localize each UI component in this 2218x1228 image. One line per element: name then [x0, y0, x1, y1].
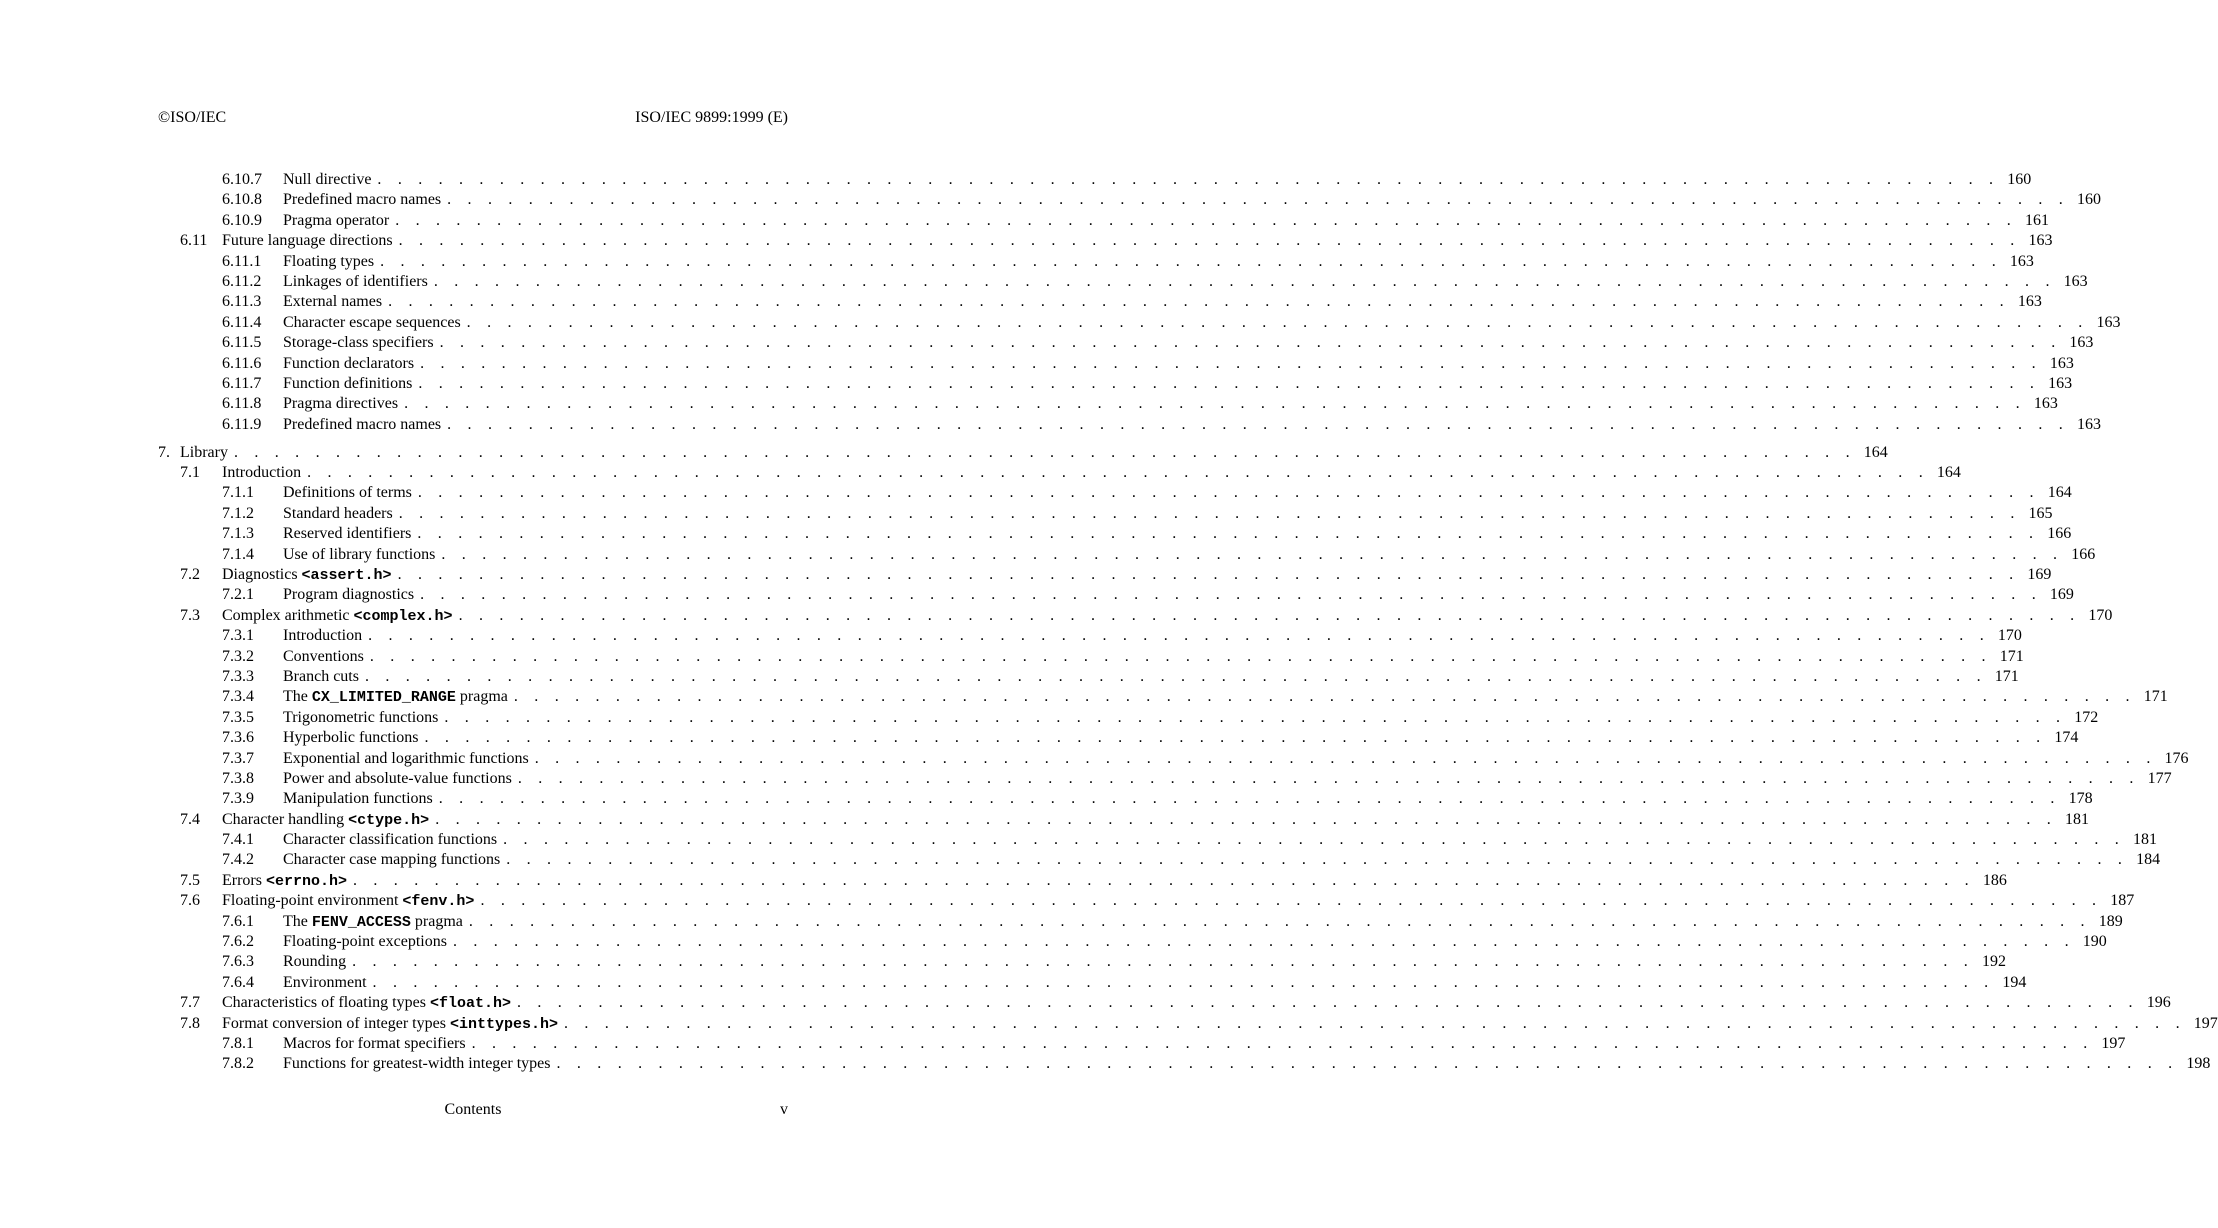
toc-entry-page: 174 — [2054, 729, 2079, 747]
toc-entry-page: 169 — [2049, 586, 2074, 604]
footer-section-name: Contents — [444, 1101, 502, 1118]
toc-entry[interactable] — [158, 333, 2094, 353]
dot-leader: . . . . . . . . . . . . . . . . . . . . . . . . . . . . . . . . . . . . . . . . . . . . . . . . . . . . . . . . . . . . . . . . . . . . . . . . . . . . . . . . — [398, 232, 2021, 250]
dot-leader: . . . . . . . . . . . . . . . . . . . . . . . . . . . . . . . . . . . . . . . . . . . . . . . . . . . . . . . . . . . . . . . . . . . . . . . . . . . . . . . . — [471, 1035, 2094, 1052]
header-copyright: ©ISO/IEC — [158, 109, 227, 126]
toc-entry-number: 6.10.7 — [222, 171, 262, 188]
toc-entry-page: 171 — [1994, 667, 2019, 685]
toc-entry-code: <assert.h> — [301, 567, 392, 585]
toc-entry-title-text: Format conversion of integer types — [222, 1014, 450, 1032]
dot-leader: . . . . . . . . . . . . . . . . . . . . . . . . . . . . . . . . . . . . . . . . . . . . . . . . . . . . . . . . . . . . . . . . . . . . . . . . . . . . . . . . — [420, 586, 2042, 604]
toc-entry-title — [283, 504, 399, 524]
toc-entry-title — [283, 626, 368, 646]
toc-entry-number: 7.3.4 — [222, 688, 254, 706]
toc-entry-number: 7.5 — [180, 871, 200, 889]
toc-entry-number: 7.3.2 — [222, 647, 254, 665]
toc-entry-title-text: The — [283, 912, 312, 930]
toc-entry-title — [222, 231, 399, 251]
dot-leader: . . . . . . . . . . . . . . . . . . . . . . . . . . . . . . . . . . . . . . . . . . . . . . . . . . . . . . . . . . . . . . . . . . . . . . . . . . . . . . . . — [372, 973, 1995, 991]
toc-entry-page: 170 — [2088, 606, 2113, 624]
toc-entry-title — [283, 252, 380, 272]
toc-entry[interactable] — [158, 565, 2052, 585]
dot-leader: . . . . . . . . . . . . . . . . . . . . . . . . . . . . . . . . . . . . . . . . . . . . . . . . . . . . . . . . . . . . . . . . . . . . . . . . . . . . . . . . — [388, 293, 2010, 311]
toc-entry-title-text: Functions for greatest-width integer types — [283, 1055, 551, 1073]
toc-entry-page: 163 — [2033, 395, 2058, 413]
toc-entry-title-text: External names — [283, 293, 383, 311]
toc-entry[interactable] — [158, 647, 2024, 667]
toc-entry[interactable] — [158, 354, 2074, 374]
toc-entry-number: 7.7 — [180, 994, 200, 1012]
toc-entry-title-text: Floating types — [283, 252, 375, 270]
toc-entry-number: 6.11.4 — [222, 313, 262, 331]
toc-entry[interactable] — [158, 394, 2058, 414]
toc-entry-number: 6.11.8 — [222, 395, 262, 413]
toc-entry-number: 7.1.1 — [222, 484, 254, 502]
toc-entry-number: 6.11.1 — [222, 252, 262, 270]
toc-entry-number: 6.10.8 — [222, 191, 262, 209]
toc-entry-number: 7.2.1 — [222, 586, 254, 604]
toc-entry-title — [283, 1034, 472, 1054]
toc-entry-title — [283, 749, 535, 769]
toc-entry[interactable] — [158, 483, 2072, 503]
toc-entry-title — [283, 354, 420, 374]
dot-leader: . . . . . . . . . . . . . . . . . . . . . . . . . . . . . . . . . . . . . . . . . . . . . . . . . . . . . . . . . . . . . . . . . . . . . . . . . . . . . . . . — [352, 953, 1974, 971]
dot-leader: . . . . . . . . . . . . . . . . . . . . . . . . . . . . . . . . . . . . . . . . . . . . . . . . . . . . . . . . . . . . . . . . . . . . . . . . . . . . . . . . — [397, 566, 2020, 584]
toc-entry-number: 7.3.9 — [222, 790, 254, 808]
toc-entry-number: 7.4 — [180, 810, 200, 828]
toc-entry-code: <inttypes.h> — [449, 1015, 558, 1033]
toc-entry-page: 197 — [2101, 1035, 2126, 1052]
toc-entry-number: 7.3 — [180, 606, 200, 624]
toc-entry-title-text: Complex arithmetic — [222, 606, 354, 624]
toc-entry-page: 163 — [2017, 293, 2042, 311]
page-footer — [158, 1101, 788, 1121]
toc-entry[interactable] — [158, 443, 1888, 463]
dot-leader: . . . . . . . . . . . . . . . . . . . . . . . . . . . . . . . . . . . . . . . . . . . . . . . . . . . . . . . . . . . . . . . . . . . . . . . . . . . . . . . . — [468, 912, 2091, 930]
toc-entry-title-text: Linkages of identifiers — [283, 272, 428, 290]
toc-entry-page: 160 — [2007, 171, 2032, 188]
toc-entry-page: 163 — [2048, 374, 2073, 392]
toc-entry-title-text: Pragma operator — [283, 211, 390, 229]
toc-entry-number: 6.11.7 — [222, 374, 262, 392]
dot-leader: . . . . . . . . . . . . . . . . . . . . . . . . . . . . . . . . . . . . . . . . . . . . . . . . . . . . . . . . . . . . . . . . . . . . . . . . . . . . . . . . — [369, 647, 1992, 665]
toc-entry-title-text: Introduction — [222, 464, 302, 482]
toc-entry-title-text: Introduction — [283, 627, 363, 645]
toc-entry-title — [283, 973, 373, 993]
toc-entry-number: 6.11.2 — [222, 272, 262, 290]
dot-leader: . . . . . . . . . . . . . . . . . . . . . . . . . . . . . . . . . . . . . . . . . . . . . . . . . . . . . . . . . . . . . . . . . . . . . . . . . . . . . . . . — [516, 994, 2139, 1012]
toc-entry-title-text: Standard headers — [283, 504, 393, 522]
toc-entry-page: 163 — [2063, 272, 2088, 290]
toc-entry-title-text: Reserved identifiers — [283, 525, 412, 543]
toc-entry-title — [283, 374, 418, 394]
toc-entry-title-text: Pragma directives — [283, 395, 399, 413]
toc-entry-title-text: Characteristics of floating types — [222, 994, 430, 1012]
toc-entry[interactable] — [158, 708, 2099, 728]
toc-entry-title-text: Use of library functions — [283, 545, 436, 563]
dot-leader: . . . . . . . . . . . . . . . . . . . . . . . . . . . . . . . . . . . . . . . . . . . . . . . . . . . . . . . . . . . . . . . . . . . . . . . . . . . . . . . . — [517, 769, 2140, 787]
toc-entry-title — [283, 708, 444, 728]
toc-entry-title-text: Rounding — [283, 953, 347, 971]
toc-entry-page: 165 — [2028, 504, 2053, 522]
toc-entry[interactable] — [158, 912, 2123, 932]
toc-entry-title-text: Predefined macro names — [283, 415, 442, 433]
dot-leader: . . . . . . . . . . . . . . . . . . . . . . . . . . . . . . . . . . . . . . . . . . . . . . . . . . . . . . . . . . . . . . . . . . . . . . . . . . . . . . . . — [556, 1055, 2179, 1073]
toc-entry-title — [283, 211, 395, 231]
toc-entry-page: 171 — [1999, 647, 2024, 665]
toc-entry-title — [283, 272, 434, 292]
dot-leader: . . . . . . . . . . . . . . . . . . . . . . . . . . . . . . . . . . . . . . . . . . . . . . . . . . . . . . . . . . . . . . . . . . . . . . . . . . . . . . . . — [506, 851, 2129, 869]
dot-leader: . . . . . . . . . . . . . . . . . . . . . . . . . . . . . . . . . . . . . . . . . . . . . . . . . . . . . . . . . . . . . . . . . . . . . . . . . . . . . . . . — [441, 545, 2064, 563]
toc-entry-title — [283, 647, 370, 667]
toc-entry-page: 170 — [1997, 627, 2022, 645]
toc-entry-code: FENV_ACCESS — [311, 913, 411, 931]
toc-entry[interactable] — [158, 850, 2161, 870]
toc-entry[interactable] — [158, 830, 2157, 850]
dot-leader: . . . . . . . . . . . . . . . . . . . . . . . . . . . . . . . . . . . . . . . . . . . . . . . . . . . . . . . . . . . . . . . . . . . . . . . . . . . . . . . . — [466, 313, 2089, 331]
dot-leader: . . . . . . . . . . . . . . . . . . . . . . . . . . . . . . . . . . . . . . . . . . . . . . . . . . . . . . . . . . . . . . . . . . . . . . . . . . . . . . . . — [353, 871, 1975, 889]
toc-entry-page: 186 — [1982, 871, 2007, 889]
toc-entry[interactable] — [158, 1034, 2126, 1054]
toc-entry-page: 198 — [2186, 1055, 2211, 1073]
toc-entry-page: 169 — [2027, 566, 2052, 584]
toc-entry-page: 190 — [2082, 933, 2107, 951]
dot-leader: . . . . . . . . . . . . . . . . . . . . . . . . . . . . . . . . . . . . . . . . . . . . . . . . . . . . . . . . . . . . . . . . . . . . . . . . . . . . . . . . — [395, 211, 2017, 229]
dot-leader: . . . . . . . . . . . . . . . . . . . . . . . . . . . . . . . . . . . . . . . . . . . . . . . . . . . . . . . . . . . . . . . . . . . . . . . . . . . . . . . . — [433, 272, 2056, 290]
header-standard-id: ISO/IEC 9899:1999 (E) — [635, 109, 788, 126]
dot-leader: . . . . . . . . . . . . . . . . . . . . . . . . . . . . . . . . . . . . . . . . . . . . . . . . . . . . . . . . . . . . . . . . . . . . . . . . . . . . . . . . — [480, 892, 2103, 910]
toc-entry-title-text: Manipulation functions — [283, 790, 433, 808]
toc-entry-title — [283, 545, 441, 565]
toc-entry-title — [222, 810, 435, 831]
toc-entry-title — [222, 1014, 564, 1035]
toc-entry-number: 7.6.2 — [222, 933, 254, 951]
toc-entry[interactable] — [158, 891, 2135, 911]
dot-leader: . . . . . . . . . . . . . . . . . . . . . . . . . . . . . . . . . . . . . . . . . . . . . . . . . . . . . . . . . . . . . . . . . . . . . . . . . . . . . . . . — [503, 831, 2125, 849]
dot-leader: . . . . . . . . . . . . . . . . . . . . . . . . . . . . . . . . . . . . . . . . . . . . . . . . . . . . . . . . . . . . . . . . . . . . . . . . . . . . . . . . — [438, 790, 2061, 808]
toc-entry[interactable] — [158, 374, 2073, 394]
toc-entry[interactable] — [158, 993, 2171, 1013]
toc-entry[interactable] — [158, 932, 2107, 952]
toc-entry[interactable] — [158, 190, 2101, 210]
toc-entry[interactable] — [158, 973, 2027, 993]
toc-entry-page: 172 — [2074, 708, 2099, 726]
toc-entry-number: 7.8.2 — [222, 1055, 254, 1073]
toc-entry[interactable] — [158, 463, 1961, 483]
toc-entry-title — [283, 1054, 557, 1074]
toc-entry-title — [283, 170, 377, 190]
toc-entry-title-text: Storage-class specifiers — [283, 334, 434, 352]
toc-entry-number: 6.10.9 — [222, 211, 262, 229]
toc-entry-number: 6.11.3 — [222, 293, 262, 311]
toc-entry-page: 164 — [2047, 484, 2072, 502]
dot-leader: . . . . . . . . . . . . . . . . . . . . . . . . . . . . . . . . . . . . . . . . . . . . . . . . . . . . . . . . . . . . . . . . . . . . . . . . . . . . . . . . — [458, 606, 2081, 624]
toc-entry-number: 7.8 — [180, 1014, 200, 1032]
toc-entry-number: 7.6.4 — [222, 973, 254, 991]
toc-entry-title-text: Power and absolute-value functions — [283, 769, 512, 787]
dot-leader: . . . . . . . . . . . . . . . . . . . . . . . . . . . . . . . . . . . . . . . . . . . . . . . . . . . . . . . . . . . . . . . . . . . . . . . . . . . . . . . . — [435, 810, 2057, 828]
toc-entry-page: 171 — [2143, 688, 2168, 706]
toc-entry-number: 7.1.3 — [222, 525, 254, 543]
toc-entry-title-text: Definitions of terms — [283, 484, 412, 502]
dot-leader: . . . . . . . . . . . . . . . . . . . . . . . . . . . . . . . . . . . . . . . . . . . . . . . . . . . . . . . . . . . . . . . . . . . . . . . . . . . . . . . . — [368, 627, 1990, 645]
toc-entry-number: 7.6.1 — [222, 912, 254, 930]
toc-entry-page: 164 — [1863, 443, 1888, 461]
toc-entry-title-text: Function declarators — [283, 354, 415, 372]
toc-entry[interactable] — [158, 545, 2096, 565]
toc-entry-number: 6.11.9 — [222, 415, 262, 433]
toc-entry-title-text: Predefined macro names — [283, 191, 442, 209]
table-of-contents — [158, 170, 2218, 1075]
dot-leader: . . . . . . . . . . . . . . . . . . . . . . . . . . . . . . . . . . . . . . . . . . . . . . . . . . . . . . . . . . . . . . . . . . . . . . . . . . . . . . . . — [424, 729, 2047, 747]
toc-entry[interactable] — [158, 606, 2113, 626]
toc-entry-title-text: Trigonometric functions — [283, 708, 439, 726]
toc-entry[interactable] — [158, 272, 2088, 292]
toc-entry-title-text: Library — [180, 443, 228, 461]
toc-entry-number: 7. — [158, 443, 170, 461]
toc-entry-title-text: Conventions — [283, 647, 364, 665]
toc-entry-number: 7.3.7 — [222, 749, 254, 767]
toc-entry-title — [283, 585, 420, 605]
toc-entry[interactable] — [158, 626, 2022, 646]
toc-entry[interactable] — [158, 871, 2007, 891]
toc-entry-number: 7.1.2 — [222, 504, 254, 522]
toc-entry-title-suffix: pragma — [410, 912, 463, 930]
toc-entry-page: 196 — [2146, 994, 2171, 1012]
toc-entry-title-text: Character case mapping functions — [283, 851, 501, 869]
toc-entry[interactable] — [158, 1054, 2211, 1074]
toc-entry-title-text: Future language directions — [222, 232, 393, 250]
toc-entry-code: <ctype.h> — [348, 811, 430, 829]
toc-entry-title — [283, 524, 417, 544]
dot-leader: . . . . . . . . . . . . . . . . . . . . . . . . . . . . . . . . . . . . . . . . . . . . . . . . . . . . . . . . . . . . . . . . . . . . . . . . . . . . . . . . — [307, 464, 1929, 482]
dot-leader: . . . . . . . . . . . . . . . . . . . . . . . . . . . . . . . . . . . . . . . . . . . . . . . . . . . . . . . . . . . . . . . . . . . . . . . . . . . . . . . . — [404, 395, 2026, 413]
toc-entry-title — [283, 667, 365, 687]
toc-entry-page: 197 — [2193, 1014, 2218, 1032]
toc-entry-number: 6.11.6 — [222, 354, 262, 372]
toc-entry-page: 163 — [2076, 415, 2101, 433]
toc-entry-title — [222, 565, 398, 586]
dot-leader: . . . . . . . . . . . . . . . . . . . . . . . . . . . . . . . . . . . . . . . . . . . . . . . . . . . . . . . . . . . . . . . . . . . . . . . . . . . . . . . . — [420, 354, 2042, 372]
toc-entry-number: 7.3.5 — [222, 708, 254, 726]
toc-entry[interactable] — [158, 789, 2093, 809]
toc-entry-page: 161 — [2025, 211, 2049, 229]
toc-entry[interactable] — [158, 252, 2034, 272]
toc-entry-title-text: The — [283, 688, 312, 706]
toc-entry-title — [283, 415, 447, 435]
dot-leader: . . . . . . . . . . . . . . . . . . . . . . . . . . . . . . . . . . . . . . . . . . . . . . . . . . . . . . . . . . . . . . . . . . . . . . . . . . . . . . . . — [364, 667, 1987, 685]
toc-entry-page: 177 — [2147, 769, 2172, 787]
toc-entry-page: 194 — [2002, 973, 2027, 991]
toc-entry-number: 7.1 — [180, 464, 200, 482]
page-header — [158, 109, 788, 129]
toc-entry-title-text: Floating-point environment — [222, 892, 403, 910]
toc-entry[interactable] — [158, 749, 2189, 769]
toc-entry-title-text: Character escape sequences — [283, 313, 461, 331]
toc-entry-code: <fenv.h> — [402, 893, 475, 911]
toc-entry-title — [283, 789, 439, 809]
toc-entry-title — [283, 932, 453, 952]
toc-entry[interactable] — [158, 728, 2079, 748]
toc-entry-page: 166 — [2071, 545, 2096, 563]
toc-entry-page: 187 — [2110, 892, 2135, 910]
toc-entry[interactable] — [158, 667, 2019, 687]
toc-entry[interactable] — [158, 292, 2042, 312]
toc-entry-page: 176 — [2164, 749, 2189, 767]
toc-entry-page: 164 — [1936, 464, 1961, 482]
dot-leader: . . . . . . . . . . . . . . . . . . . . . . . . . . . . . . . . . . . . . . . . . . . . . . . . . . . . . . . . . . . . . . . . . . . . . . . . . . . . . . . . — [439, 334, 2062, 352]
dot-leader: . . . . . . . . . . . . . . . . . . . . . . . . . . . . . . . . . . . . . . . . . . . . . . . . . . . . . . . . . . . . . . . . . . . . . . . . . . . . . . . . — [417, 525, 2040, 543]
toc-entry-page: 163 — [2009, 252, 2034, 270]
toc-entry-page: 189 — [2098, 912, 2123, 930]
toc-entry-number: 6.11.5 — [222, 334, 262, 352]
toc-entry-code: <float.h> — [429, 995, 511, 1013]
toc-entry-number: 7.3.6 — [222, 729, 254, 747]
toc-entry-title — [283, 190, 447, 210]
toc-entry-number: 7.3.3 — [222, 667, 254, 685]
toc-entry-title-text: Character classification functions — [283, 831, 498, 849]
toc-entry[interactable] — [158, 313, 2121, 333]
toc-entry-page: 163 — [2096, 313, 2121, 331]
toc-entry-page: 160 — [2076, 191, 2101, 209]
toc-entry-page: 181 — [2065, 810, 2089, 828]
toc-entry[interactable] — [158, 504, 2053, 524]
dot-leader: . . . . . . . . . . . . . . . . . . . . . . . . . . . . . . . . . . . . . . . . . . . . . . . . . . . . . . . . . . . . . . . . . . . . . . . . . . . . . . . . — [417, 484, 2040, 502]
toc-entry-number: 7.6 — [180, 892, 200, 910]
toc-entry-title-text: Errors — [222, 871, 266, 889]
toc-entry-number: 7.3.8 — [222, 769, 254, 787]
toc-entry-page: 166 — [2047, 525, 2072, 543]
toc-entry-title — [222, 871, 353, 892]
dot-leader: . . . . . . . . . . . . . . . . . . . . . . . . . . . . . . . . . . . . . . . . . . . . . . . . . . . . . . . . . . . . . . . . . . . . . . . . . . . . . . . . — [513, 688, 2136, 706]
toc-entry-page: 178 — [2068, 790, 2093, 808]
toc-entry-code: <errno.h> — [265, 872, 347, 890]
dot-leader: . . . . . . . . . . . . . . . . . . . . . . . . . . . . . . . . . . . . . . . . . . . . . . . . . . . . . . . . . . . . . . . . . . . . . . . . . . . . . . . . — [447, 191, 2069, 209]
toc-entry-number: 7.4.2 — [222, 851, 254, 869]
toc-entry-page: 181 — [2132, 831, 2157, 849]
toc-entry[interactable] — [158, 170, 2032, 190]
toc-entry-title-text: Character handling — [222, 810, 349, 828]
dot-leader: . . . . . . . . . . . . . . . . . . . . . . . . . . . . . . . . . . . . . . . . . . . . . . . . . . . . . . . . . . . . . . . . . . . . . . . . . . . . . . . . — [377, 171, 2000, 188]
toc-entry[interactable] — [158, 231, 2053, 251]
toc-entry-number: 7.6.3 — [222, 953, 254, 971]
toc-entry-title-text: Environment — [283, 973, 367, 991]
dot-leader: . . . . . . . . . . . . . . . . . . . . . . . . . . . . . . . . . . . . . . . . . . . . . . . . . . . . . . . . . . . . . . . . . . . . . . . . . . . . . . . . — [452, 933, 2075, 951]
toc-entry-page: 192 — [1981, 953, 2006, 971]
toc-entry-title — [283, 292, 388, 312]
toc-entry[interactable] — [158, 769, 2172, 789]
toc-entry-code: <complex.h> — [353, 607, 453, 625]
dot-leader: . . . . . . . . . . . . . . . . . . . . . . . . . . . . . . . . . . . . . . . . . . . . . . . . . . . . . . . . . . . . . . . . . . . . . . . . . . . . . . . . — [398, 504, 2021, 522]
toc-entry[interactable] — [158, 952, 2006, 972]
toc-entry-title — [283, 830, 503, 850]
dot-leader: . . . . . . . . . . . . . . . . . . . . . . . . . . . . . . . . . . . . . . . . . . . . . . . . . . . . . . . . . . . . . . . . . . . . . . . . . . . . . . . . — [447, 415, 2069, 433]
toc-entry-title — [222, 463, 307, 483]
toc-entry-title — [283, 394, 404, 414]
toc-entry-title-text: Branch cuts — [283, 667, 359, 685]
toc-entry-title-text: Macros for format specifiers — [283, 1035, 466, 1052]
toc-entry-title — [283, 952, 352, 972]
toc-entry-title — [283, 313, 467, 333]
toc-entry-title-suffix: pragma — [455, 688, 508, 706]
toc-entry[interactable] — [158, 211, 2049, 231]
toc-entry-title — [283, 687, 514, 708]
toc-entry-number: 7.1.4 — [222, 545, 254, 563]
toc-entry-title — [222, 606, 459, 627]
toc-entry-number: 7.3.1 — [222, 627, 254, 645]
toc-entry-title-text: Null directive — [283, 171, 372, 188]
dot-leader: . . . . . . . . . . . . . . . . . . . . . . . . . . . . . . . . . . . . . . . . . . . . . . . . . . . . . . . . . . . . . . . . . . . . . . . . . . . . . . . . — [563, 1014, 2186, 1032]
dot-leader: . . . . . . . . . . . . . . . . . . . . . . . . . . . . . . . . . . . . . . . . . . . . . . . . . . . . . . . . . . . . . . . . . . . . . . . . . . . . . . . . — [233, 443, 1856, 461]
toc-entry-page: 163 — [2028, 232, 2053, 250]
toc-entry-title — [283, 912, 469, 933]
toc-entry-title-text: Floating-point exceptions — [283, 933, 447, 951]
dot-leader: . . . . . . . . . . . . . . . . . . . . . . . . . . . . . . . . . . . . . . . . . . . . . . . . . . . . . . . . . . . . . . . . . . . . . . . . . . . . . . . . — [534, 749, 2157, 767]
footer-page-number: v — [780, 1101, 788, 1118]
toc-entry-page: 184 — [2136, 851, 2161, 869]
toc-entry-title-text: Function definitions — [283, 374, 413, 392]
toc-entry-number: 6.11 — [180, 232, 208, 250]
toc-entry-number: 7.4.1 — [222, 831, 254, 849]
dot-leader: . . . . . . . . . . . . . . . . . . . . . . . . . . . . . . . . . . . . . . . . . . . . . . . . . . . . . . . . . . . . . . . . . . . . . . . . . . . . . . . . — [418, 374, 2041, 392]
toc-entry-title — [283, 333, 440, 353]
toc-entry-page: 163 — [2069, 334, 2094, 352]
toc-entry-title-text: Exponential and logarithmic functions — [283, 749, 529, 767]
toc-entry-number: 7.8.1 — [222, 1035, 254, 1052]
toc-entry-title-text: Diagnostics — [222, 566, 302, 584]
toc-entry-title — [222, 891, 480, 912]
toc-entry[interactable] — [158, 687, 2168, 707]
toc-entry[interactable] — [158, 524, 2072, 544]
toc-entry[interactable] — [158, 810, 2089, 830]
toc-entry[interactable] — [158, 585, 2074, 605]
toc-entry[interactable] — [158, 1014, 2218, 1034]
toc-entry-title — [283, 483, 418, 503]
toc-entry-title — [180, 443, 234, 463]
toc-entry-title — [283, 769, 518, 789]
toc-entry-page: 163 — [2049, 354, 2074, 372]
toc-entry-title — [283, 850, 506, 870]
dot-leader: . . . . . . . . . . . . . . . . . . . . . . . . . . . . . . . . . . . . . . . . . . . . . . . . . . . . . . . . . . . . . . . . . . . . . . . . . . . . . . . . — [380, 252, 2002, 270]
toc-entry-title — [283, 728, 425, 748]
toc-entry-title — [222, 993, 517, 1014]
toc-entry[interactable] — [158, 415, 2101, 435]
toc-entry-number: 7.2 — [180, 566, 200, 584]
toc-entry-code: CX_LIMITED_RANGE — [311, 689, 456, 707]
dot-leader: . . . . . . . . . . . . . . . . . . . . . . . . . . . . . . . . . . . . . . . . . . . . . . . . . . . . . . . . . . . . . . . . . . . . . . . . . . . . . . . . — [444, 708, 2067, 726]
toc-entry-title-text: Program diagnostics — [283, 586, 415, 604]
toc-entry-title-text: Hyperbolic functions — [283, 729, 419, 747]
